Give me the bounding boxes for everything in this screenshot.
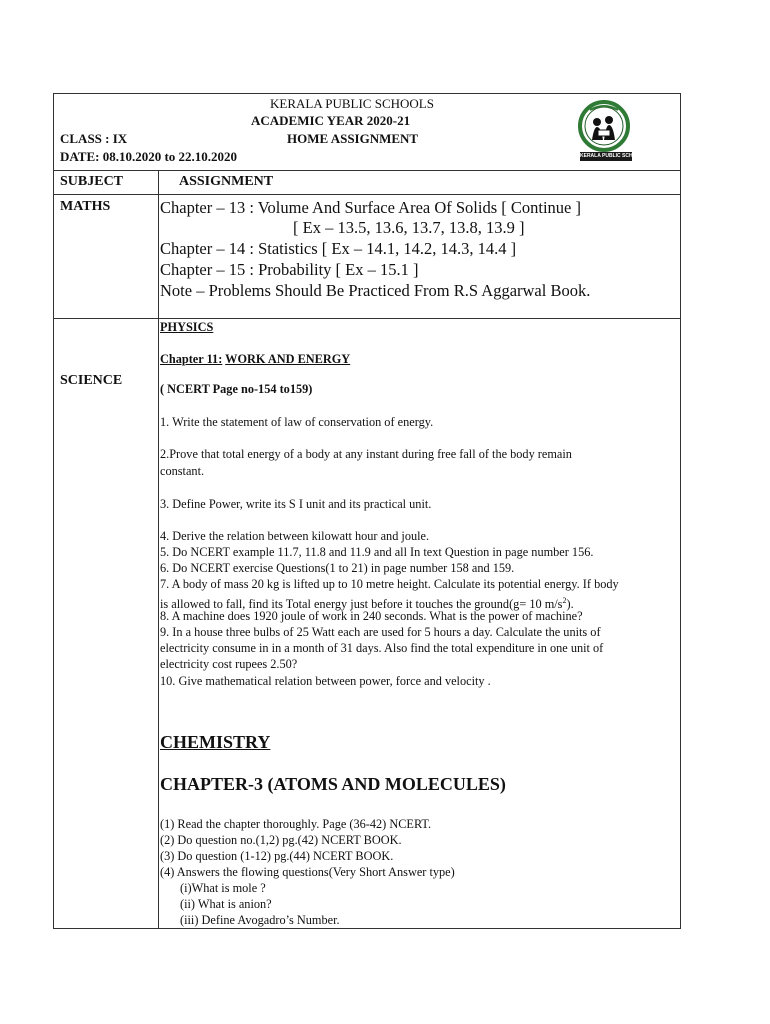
subject-science: SCIENCE bbox=[60, 373, 123, 388]
chemistry-subitem: (i)What is mole ? bbox=[180, 881, 266, 895]
school-logo bbox=[576, 100, 647, 164]
chemistry-subitem: (ii) What is anion? bbox=[180, 897, 272, 911]
maths-line: Chapter – 15 : Probability [ Ex – 15.1 ] bbox=[160, 260, 419, 279]
divider-maths bbox=[54, 318, 680, 319]
divider-columns bbox=[54, 194, 680, 195]
chemistry-item: (1) Read the chapter thoroughly. Page (36-42) NCERT. bbox=[160, 817, 432, 831]
chapter-title: WORK AND ENERGY bbox=[225, 352, 351, 366]
physics-chapter bbox=[160, 352, 350, 368]
assignment-title: HOME ASSIGNMENT bbox=[287, 131, 419, 146]
physics-question-cont: electricity cost rupees 2.50? bbox=[160, 657, 298, 671]
physics-question-cont: electricity consume in in a month of 31 days. Also find the total expenditure in one unit of bbox=[160, 641, 604, 655]
physics-question: 4. Derive the relation between kilowatt hour and joule. bbox=[160, 529, 430, 543]
chapter-prefix: Chapter 11: bbox=[160, 352, 223, 366]
maths-line: Chapter – 13 : Volume And Surface Area Of Solids [ Continue ] bbox=[160, 198, 581, 217]
class-label: CLASS : IX bbox=[60, 131, 128, 146]
q7b-text: is allowed to fall, find its Total energy just before it touches the ground(g= 10 m/s bbox=[160, 597, 563, 612]
physics-question: 3. Define Power, write its S I unit and its practical unit. bbox=[160, 497, 432, 511]
ncert-reference: ( NCERT Page no-154 to159) bbox=[160, 382, 313, 396]
physics-question: 2.Prove that total energy of a body at any instant during free fall of the body remain bbox=[160, 447, 572, 461]
q7b-end: ). bbox=[566, 597, 574, 612]
subject-maths: MATHS bbox=[60, 199, 111, 214]
physics-question: 7. A body of mass 20 kg is lifted up to 10 metre height. Calculate its potential energy. If body bbox=[160, 577, 619, 591]
maths-line: [ Ex – 13.5, 13.6, 13.7, 13.8, 13.9 ] bbox=[293, 218, 525, 237]
chemistry-heading: CHEMISTRY bbox=[160, 732, 271, 752]
physics-question: 1. Write the statement of law of conservation of energy. bbox=[160, 415, 434, 429]
column-subject: SUBJECT bbox=[60, 174, 124, 189]
physics-heading: PHYSICS bbox=[160, 320, 214, 334]
date-range: DATE: 08.10.2020 to 22.10.2020 bbox=[60, 149, 238, 164]
chemistry-chapter: CHAPTER-3 (ATOMS AND MOLECULES) bbox=[160, 774, 506, 794]
column-divider bbox=[158, 170, 159, 928]
physics-question: 9. In a house three bulbs of 25 Watt each are used for 5 hours a day. Calculate the units of bbox=[160, 625, 601, 639]
physics-question: 8. A machine does 1920 joule of work in 240 seconds. What is the power of machine? bbox=[160, 609, 583, 623]
physics-question: 10. Give mathematical relation between power, force and velocity . bbox=[160, 674, 491, 688]
academic-year: ACADEMIC YEAR 2020-21 bbox=[251, 113, 411, 128]
physics-question-cont: constant. bbox=[160, 464, 205, 478]
chemistry-item: (2) Do question no.(1,2) pg.(42) NCERT BOOK. bbox=[160, 833, 402, 847]
chemistry-item: (4) Answers the flowing questions(Very Short Answer type) bbox=[160, 865, 455, 879]
school-name: KERALA PUBLIC SCHOOLS bbox=[270, 96, 434, 111]
physics-question: 5. Do NCERT example 11.7, 11.8 and 11.9 and all In text Question in page number 156. bbox=[160, 545, 594, 559]
chemistry-item: (3) Do question (1-12) pg.(44) NCERT BOOK. bbox=[160, 849, 394, 863]
q7b-superscript: 2 bbox=[562, 596, 567, 605]
chemistry-subitem: (iii) Define Avogadro’s Number. bbox=[180, 913, 340, 927]
maths-line: Chapter – 14 : Statistics [ Ex – 14.1, 14.2, 14.3, 14.4 ] bbox=[160, 239, 517, 258]
divider-header bbox=[54, 170, 680, 171]
logo-caption: KERALA PUBLIC SCHOOLS bbox=[580, 153, 647, 159]
maths-note: Note – Problems Should Be Practiced From R.S Aggarwal Book. bbox=[160, 281, 591, 300]
assignment-sheet bbox=[53, 93, 681, 929]
column-assignment: ASSIGNMENT bbox=[179, 174, 274, 189]
physics-question: 6. Do NCERT exercise Questions(1 to 21) in page number 158 and 159. bbox=[160, 561, 515, 575]
